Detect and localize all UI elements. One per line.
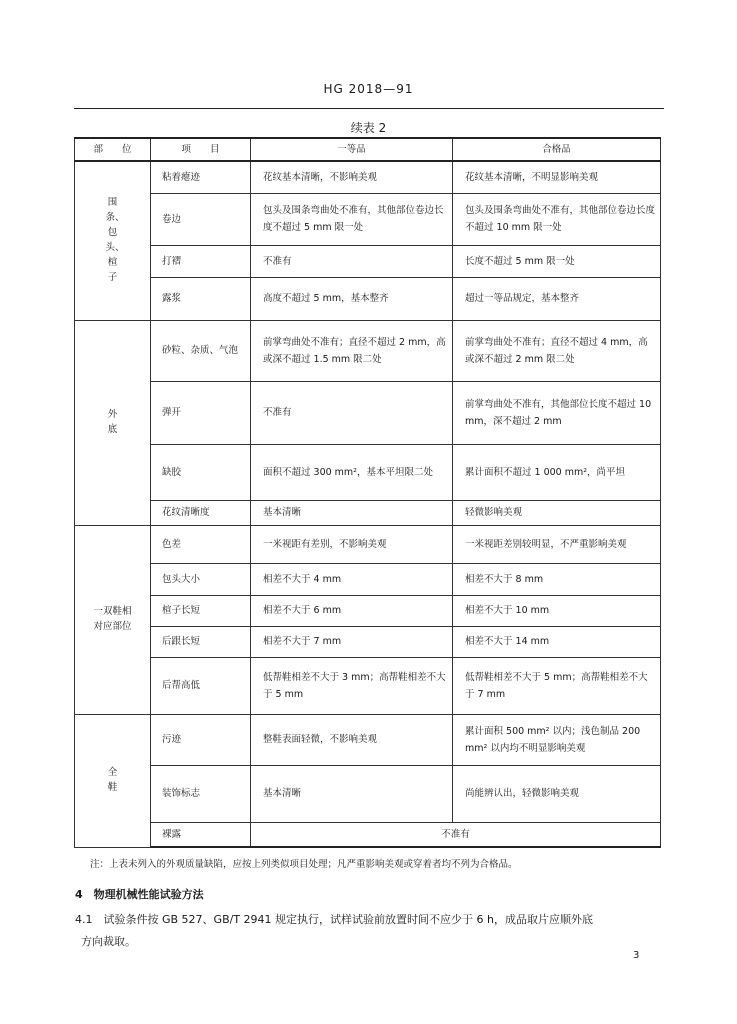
table-row	[75, 193, 661, 245]
page-number: 3	[633, 950, 640, 961]
table-row	[75, 714, 661, 765]
row-qualified-grade: 相差不大于 8 mm	[453, 563, 661, 595]
table-row	[75, 626, 661, 657]
header-item: 项 目	[151, 138, 251, 161]
row-qualified-grade: 前掌弯曲处不准有，其他部位长度不超过 10 mm，深不超过 2 mm	[453, 381, 661, 444]
table-row	[75, 381, 661, 444]
section-paragraph	[75, 909, 660, 953]
row-qualified-grade: 一米视距差别较明显，不严重影响美观	[453, 525, 661, 563]
row-qualified-grade: 花纹基本清晰，不明显影响美观	[453, 161, 661, 193]
row-item: 后跟长短	[151, 626, 251, 657]
row-first-grade: 高度不超过 5 mm，基本整齐	[251, 277, 453, 320]
row-item: 缺胶	[151, 444, 251, 500]
table-row	[75, 277, 661, 320]
header-rule	[74, 108, 664, 109]
row-first-grade: 相差不大于 6 mm	[251, 595, 453, 626]
table-row	[75, 595, 661, 626]
row-first-grade: 包头及围条弯曲处不准有，其他部位卷边长度不超过 5 mm 限一处	[251, 193, 453, 245]
row-first-grade: 面积不超过 300 mm²，基本平坦限二处	[251, 444, 453, 500]
row-item: 露浆	[151, 277, 251, 320]
row-first-grade: 基本清晰	[251, 765, 453, 822]
row-item: 卷边	[151, 193, 251, 245]
table-row	[75, 444, 661, 500]
header-first-grade: 一等品	[251, 138, 453, 161]
group-label: 一双鞋相对应部位	[75, 525, 151, 714]
row-item: 装饰标志	[151, 765, 251, 822]
row-first-grade: 前掌弯曲处不准有；直径不超过 2 mm，高或深不超过 1.5 mm 限二处	[251, 320, 453, 381]
row-qualified-grade: 相差不大于 14 mm	[453, 626, 661, 657]
row-qualified-grade: 前掌弯曲处不准有；直径不超过 4 mm，高或深不超过 2 mm 限二处	[453, 320, 661, 381]
table-header-row	[75, 138, 661, 161]
table-note: 注：上表未列入的外观质量缺陷，应按上列类似项目处理；凡严重影响美观或穿着者均不列为合格品。	[90, 859, 518, 870]
header-position: 部 位	[75, 138, 151, 161]
table-row	[75, 765, 661, 822]
row-item: 后帮高低	[151, 657, 251, 714]
row-first-grade: 相差不大于 7 mm	[251, 626, 453, 657]
row-qualified-grade: 低帮鞋相差不大于 5 mm；高帮鞋相差不大于 7 mm	[453, 657, 661, 714]
section-heading: 4 物理机械性能试验方法	[75, 888, 204, 901]
row-item: 打褶	[151, 245, 251, 277]
paragraph-line: 4.1 试验条件按 GB 527、GB/T 2941 规定执行，试样试验前放置时间不应少于 6 h，成品取片应顺外底	[75, 913, 593, 926]
row-qualified-grade: 轻微影响美观	[453, 500, 661, 525]
row-item: 楦子长短	[151, 595, 251, 626]
row-qualified-grade: 相差不大于 10 mm	[453, 595, 661, 626]
row-item: 裸露	[151, 822, 251, 847]
table-row	[75, 822, 661, 847]
row-item: 粘着瘪迹	[151, 161, 251, 193]
row-qualified-grade: 包头及围条弯曲处不准有，其他部位卷边长度不超过 10 mm 限一处	[453, 193, 661, 245]
row-qualified-grade: 长度不超过 5 mm 限一处	[453, 245, 661, 277]
row-qualified-grade: 累计面积不超过 1 000 mm²，尚平坦	[453, 444, 661, 500]
quality-table	[74, 137, 661, 848]
row-first-grade: 整鞋表面轻微，不影响美观	[251, 714, 453, 765]
row-first-grade: 相差不大于 4 mm	[251, 563, 453, 595]
row-item: 污迹	[151, 714, 251, 765]
group-label: 围条、包头、楦子	[75, 161, 151, 320]
group-label: 外底	[75, 320, 151, 525]
row-merged-value: 不准有	[251, 822, 661, 847]
row-qualified-grade: 尚能辨认出，轻微影响美观	[453, 765, 661, 822]
table-row	[75, 525, 661, 563]
row-first-grade: 不准有	[251, 245, 453, 277]
table-row	[75, 161, 661, 193]
row-item: 花纹清晰度	[151, 500, 251, 525]
paragraph-line: 方向裁取。	[81, 935, 136, 948]
header-qualified-grade: 合格品	[453, 138, 661, 161]
document-number: HG 2018—91	[323, 82, 414, 96]
row-item: 弹开	[151, 381, 251, 444]
row-qualified-grade: 超过一等品规定，基本整齐	[453, 277, 661, 320]
group-label: 全鞋	[75, 714, 151, 847]
table-row	[75, 320, 661, 381]
row-first-grade: 花纹基本清晰，不影响美观	[251, 161, 453, 193]
table-title: 续表 2	[350, 121, 387, 135]
row-item: 包头大小	[151, 563, 251, 595]
row-first-grade: 基本清晰	[251, 500, 453, 525]
row-first-grade: 一米视距有差别，不影响美观	[251, 525, 453, 563]
row-first-grade: 不准有	[251, 381, 453, 444]
table-row	[75, 245, 661, 277]
table-row	[75, 500, 661, 525]
row-first-grade: 低帮鞋相差不大于 3 mm；高帮鞋相差不大于 5 mm	[251, 657, 453, 714]
table-row	[75, 657, 661, 714]
row-qualified-grade: 累计面积 500 mm² 以内；浅色制品 200 mm² 以内均不明显影响美观	[453, 714, 661, 765]
row-item: 色差	[151, 525, 251, 563]
table-row	[75, 563, 661, 595]
row-item: 砂粒、杂质、气泡	[151, 320, 251, 381]
